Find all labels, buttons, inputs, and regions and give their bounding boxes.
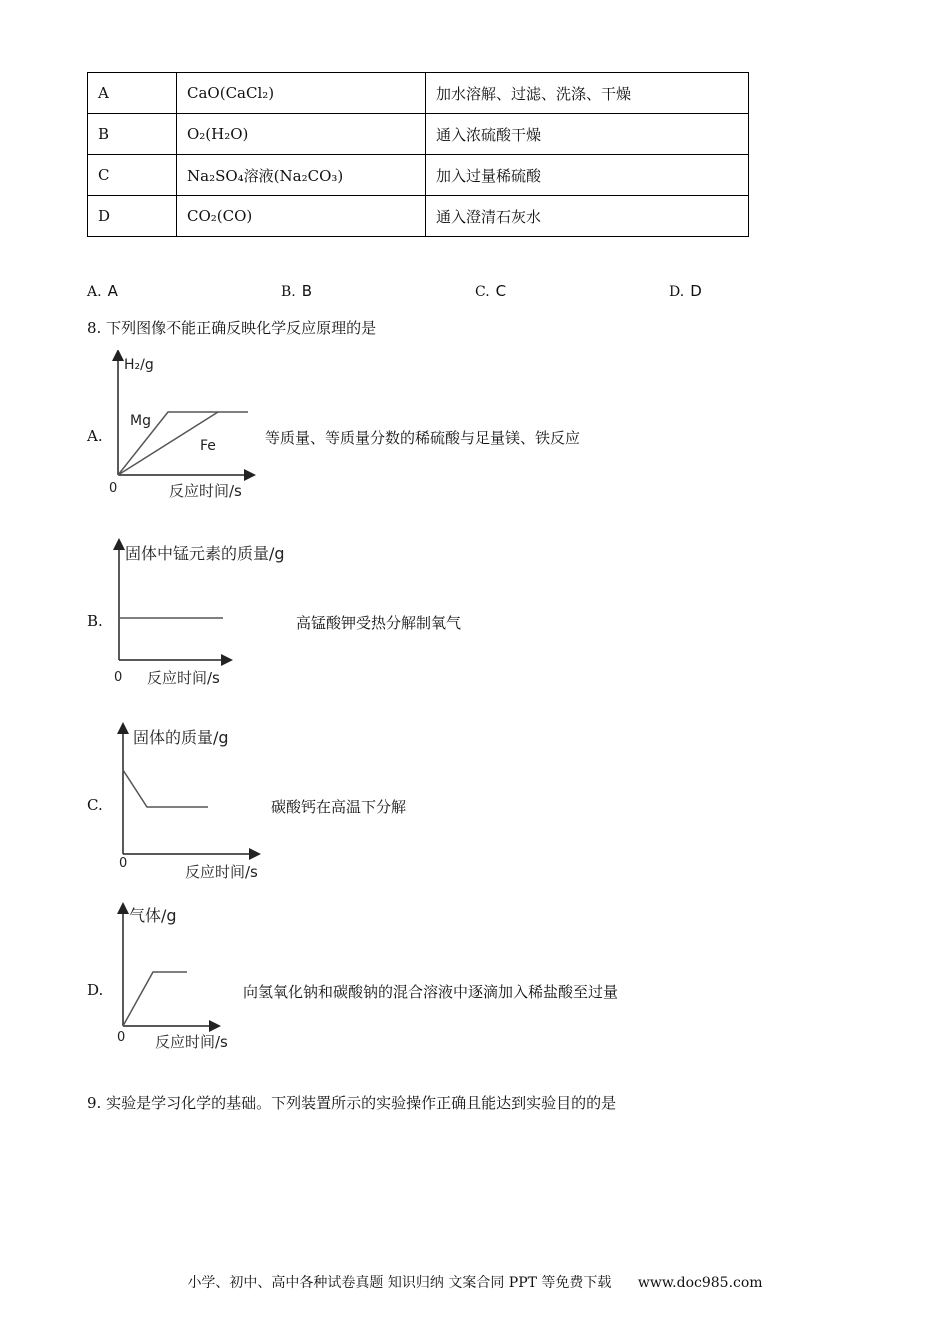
choice-value: C xyxy=(495,282,507,300)
origin-label: 0 xyxy=(114,670,123,685)
row-method: 通入澄清石灰水 xyxy=(426,196,749,237)
row-method: 通入浓硫酸干燥 xyxy=(426,114,749,155)
series-mg-label: Mg xyxy=(130,413,151,429)
q8-graph-c xyxy=(105,722,275,884)
origin-label: 0 xyxy=(109,481,118,496)
series-line xyxy=(123,770,208,807)
q8-graph-d xyxy=(105,902,255,1054)
x-axis-label: 反应时间/s xyxy=(147,669,220,687)
choice-value: A xyxy=(107,282,118,300)
y-axis-label: 固体的质量/g xyxy=(133,728,229,747)
y-axis-label: 气体/g xyxy=(129,906,177,925)
table-row xyxy=(88,114,749,155)
table-row xyxy=(88,73,749,114)
choice-letter: A. xyxy=(87,284,102,300)
q8-option-c-desc: 碳酸钙在高温下分解 xyxy=(271,798,407,816)
q8-option-d-label[interactable]: D. xyxy=(87,981,104,999)
page-footer xyxy=(0,1272,950,1292)
q7-choice-b[interactable] xyxy=(281,282,312,300)
q7-choice-d[interactable] xyxy=(669,282,702,300)
series-fe-label: Fe xyxy=(200,438,216,454)
row-label: B xyxy=(88,114,177,155)
x-axis-label: 反应时间/s xyxy=(169,482,242,500)
choice-letter: D. xyxy=(669,284,685,300)
row-substance: CO₂(CO) xyxy=(177,196,426,237)
origin-label: 0 xyxy=(119,856,128,871)
row-method: 加入过量稀硫酸 xyxy=(426,155,749,196)
row-label: A xyxy=(88,73,177,114)
footer-site-link[interactable]: www.doc985.com xyxy=(637,1275,763,1291)
q8-option-b-desc: 高锰酸钾受热分解制氧气 xyxy=(296,614,462,632)
table-row xyxy=(88,196,749,237)
series-line xyxy=(123,972,187,1026)
q8-graph-b xyxy=(105,538,305,690)
table-row xyxy=(88,155,749,196)
q7-choice-c[interactable] xyxy=(475,282,506,300)
q8-stem: 8. 下列图像不能正确反映化学反应原理的是 xyxy=(87,319,377,337)
q8-option-b-label[interactable]: B. xyxy=(87,612,103,630)
y-axis-label: H₂/g xyxy=(124,357,154,373)
choice-value: B xyxy=(301,282,313,300)
footer-text: 小学、初中、高中各种试卷真题 知识归纳 文案合同 PPT 等免费下载 xyxy=(187,1275,612,1291)
q9-stem: 9. 实验是学习化学的基础。下列装置所示的实验操作正确且能达到实验目的的是 xyxy=(87,1094,617,1112)
q8-graph-a xyxy=(105,350,265,502)
row-label: D xyxy=(88,196,177,237)
y-axis-label: 固体中锰元素的质量/g xyxy=(125,544,285,563)
choice-letter: B. xyxy=(281,284,296,300)
q8-option-a-label[interactable]: A. xyxy=(87,427,103,445)
row-method: 加水溶解、过滤、洗涤、干燥 xyxy=(426,73,749,114)
choice-letter: C. xyxy=(475,284,490,300)
q7-choice-a[interactable] xyxy=(87,282,118,300)
row-label: C xyxy=(88,155,177,196)
row-substance: O₂(H₂O) xyxy=(177,114,426,155)
q7-table xyxy=(87,72,749,237)
q8-option-a-desc: 等质量、等质量分数的稀硫酸与足量镁、铁反应 xyxy=(265,429,581,447)
x-axis-label: 反应时间/s xyxy=(185,863,258,881)
origin-label: 0 xyxy=(117,1030,126,1045)
choice-value: D xyxy=(690,282,702,300)
row-substance: CaO(CaCl₂) xyxy=(177,73,426,114)
q8-option-d-desc: 向氢氧化钠和碳酸钠的混合溶液中逐滴加入稀盐酸至过量 xyxy=(243,983,619,1001)
row-substance: Na₂SO₄溶液(Na₂CO₃) xyxy=(177,155,426,196)
x-axis-label: 反应时间/s xyxy=(155,1033,228,1051)
q8-option-c-label[interactable]: C. xyxy=(87,796,103,814)
